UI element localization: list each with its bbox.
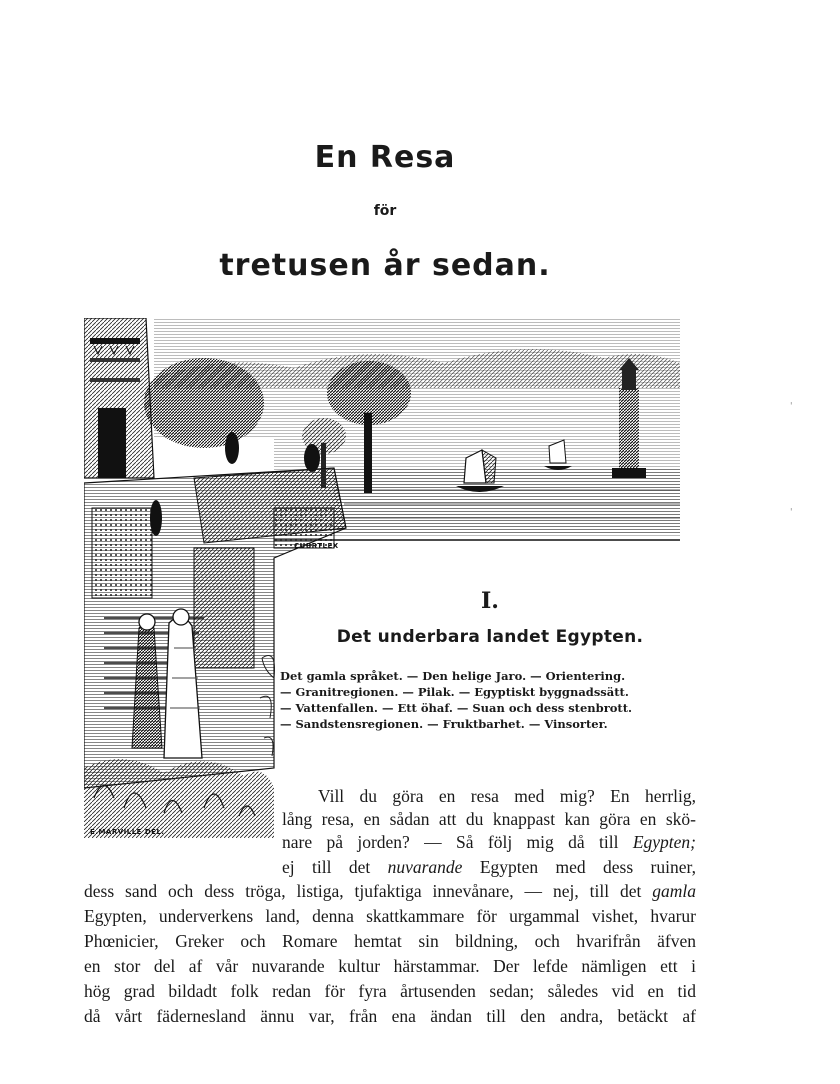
page-title: En Resa	[314, 140, 456, 175]
body-text-line	[282, 856, 696, 878]
engraving-svg	[84, 318, 680, 838]
illustration-credit-top: CUBRTLEX	[294, 542, 339, 550]
body-text-line: hög grad bildadt folk redan för fyra årtusenden sedan; således vid en tid	[84, 981, 696, 1001]
synopsis-line: Det gamla språket. — Den helige Jaro. — Orientering.	[280, 669, 626, 683]
body-text-span: nare på jorden? — Så följ mig då till	[282, 832, 633, 852]
temple-pylon-drawing	[84, 318, 154, 478]
body-text-span: dess sand och dess tröga, listiga, tjufaktiga innevånare, — nej, till det	[84, 881, 653, 901]
chapter-synopsis	[280, 668, 696, 732]
body-text-emphasis: Egypten;	[632, 832, 696, 852]
chapter-title: Det underbara landet Egypten.	[336, 627, 644, 647]
synopsis-line: — Vattenfallen. — Ett öhaf. — Suan och dess stenbrott.	[280, 701, 633, 715]
body-text-line: Vill du göra en resa med mig? En herrlig,	[318, 786, 696, 806]
page-title-connector: för	[373, 203, 397, 219]
synopsis-line: — Sandstensregionen. — Fruktbarhet. — Vinsorter.	[280, 717, 608, 731]
synopsis-line: — Granitregionen. — Pilak. — Egyptiskt byggnadssätt.	[280, 685, 629, 699]
terrace-wall-drawing	[84, 432, 346, 788]
body-text-line: lång resa, en sådan att du knappast kan göra en skö-	[282, 809, 696, 829]
body-text-line: en stor del af vår nuvarande kultur härstammar. Der lefde nämligen ett i	[84, 956, 696, 976]
illustration-credit-bottom: E.MARVILLE DEL.	[90, 828, 165, 836]
body-text-line: då vårt fädernesland ännu var, från ena ändan till den andra, betäckt af	[84, 1006, 696, 1026]
body-text-span: Egypten med dess ruiner,	[462, 857, 696, 877]
egypt-engraving-illustration	[84, 318, 680, 838]
chapter-number: I.	[481, 588, 499, 614]
body-text-line: Egypten, underverkens land, denna skattkammare för urgammal vishet, hvarur	[84, 906, 696, 926]
body-text-line	[282, 831, 696, 853]
body-text-line	[84, 880, 696, 902]
body-text-line: Phœnicier, Greker och Romare hemtat sin bildning, och hvarifrån äfven	[84, 931, 696, 951]
margin-speck: '	[790, 508, 793, 518]
body-text-span: ej till det	[282, 857, 388, 877]
page-subtitle: tretusen år sedan.	[219, 248, 551, 283]
body-text-emphasis: nuvarande	[387, 857, 463, 877]
body-text-emphasis: gamla	[652, 881, 696, 901]
margin-speck: '	[790, 402, 793, 412]
